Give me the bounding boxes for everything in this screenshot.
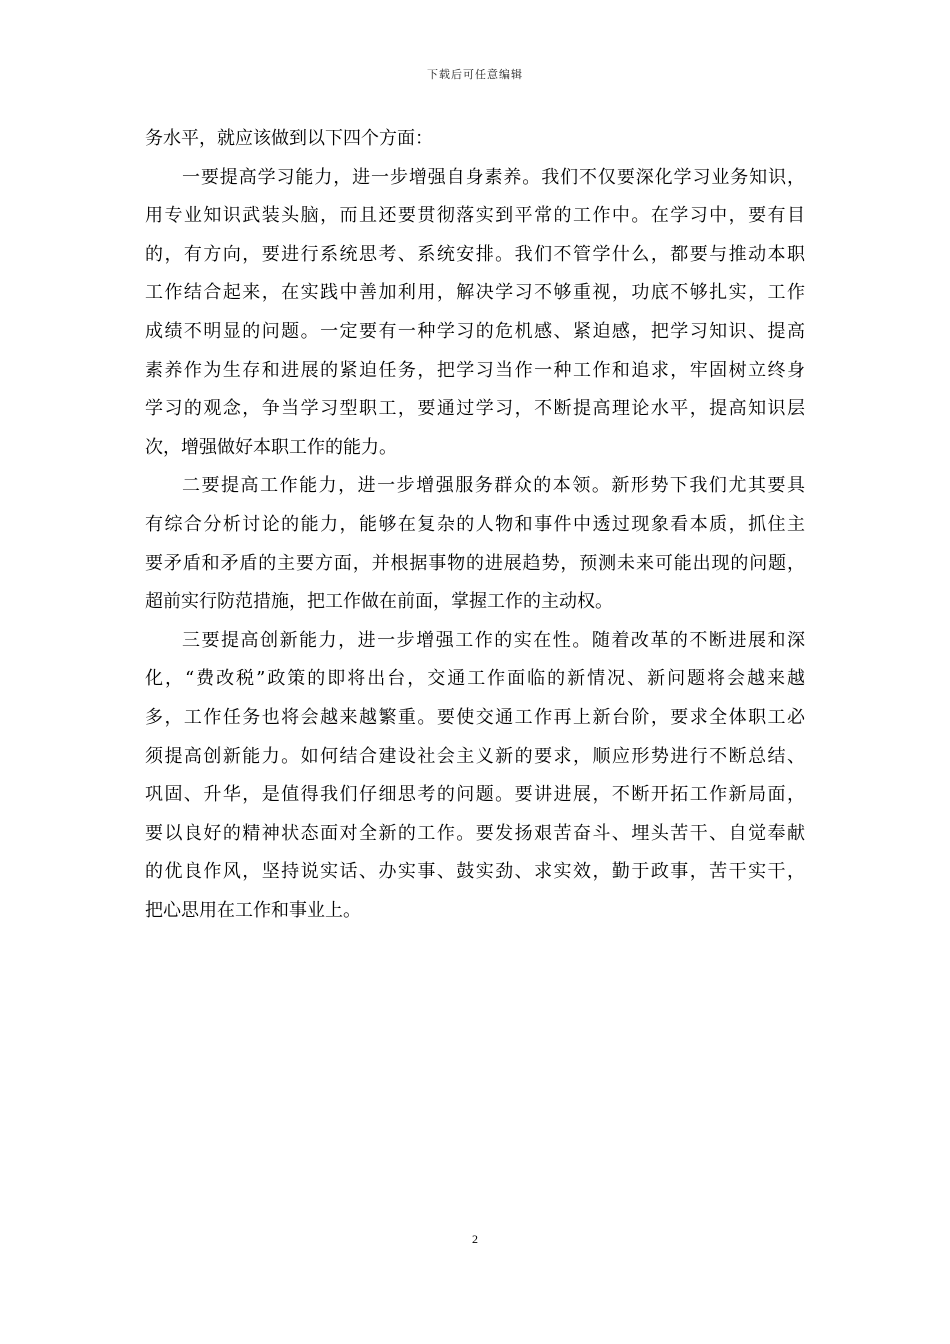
body-text-line: 巩固、升华，是值得我们仔细思考的问题。要讲进展，不断开拓工作新局面， — [145, 784, 805, 806]
body-text-line: 学习的观念，争当学习型职工，要通过学习，不断提高理论水平，提高知识层 — [145, 398, 805, 420]
body-text-line: 次，增强做好本职工作的能力。 — [145, 436, 397, 458]
body-text-line: 有综合分析讨论的能力，能够在复杂的人物和事件中透过现象看本质，抓住主 — [145, 513, 805, 535]
body-text-line: 用专业知识武装头脑，而且还要贯彻落实到平常的工作中。在学习中，要有目 — [145, 205, 805, 227]
body-text-line: 的优良作风，坚持说实话、办实事、鼓实劲、求实效，勤于政事，苦干实干， — [145, 861, 805, 883]
page-header: 下载后可任意编辑 — [427, 68, 523, 81]
body-text-line: 一要提高学习能力，进一步增强自身素养。我们不仅要深化学习业务知识， — [182, 166, 805, 188]
body-text-line: 工作结合起来，在实践中善加利用，解决学习不够重视，功底不够扎实，工作 — [145, 282, 805, 304]
body-text-line: 化，“费改税”政策的即将出台，交通工作面临的新情况、新问题将会越来越 — [145, 668, 805, 690]
body-text-line: 二要提高工作能力，进一步增强服务群众的本领。新形势下我们尤其要具 — [182, 475, 805, 497]
body-text-line: 的，有方向，要进行系统思考、系统安排。我们不管学什么，都要与推动本职 — [145, 243, 805, 265]
body-text-line: 三要提高创新能力，进一步增强工作的实在性。随着改革的不断进展和深 — [182, 629, 805, 651]
body-text-line: 把心思用在工作和事业上。 — [145, 899, 361, 921]
body-text-line: 要矛盾和矛盾的主要方面，并根据事物的进展趋势，预测未来可能出现的问题， — [145, 552, 805, 574]
page-number: 2 — [472, 1232, 478, 1246]
document-body — [145, 120, 805, 930]
body-text-line: 须提高创新能力。如何结合建设社会主义新的要求，顺应形势进行不断总结、 — [145, 745, 805, 767]
body-text-line: 素养作为生存和进展的紧迫任务，把学习当作一种工作和追求，牢固树立终身 — [145, 359, 805, 381]
body-text-line: 务水平，就应该做到以下四个方面： — [145, 128, 433, 149]
body-text-line: 多，工作任务也将会越来越繁重。要使交通工作再上新台阶，要求全体职工必 — [145, 706, 805, 728]
body-text-line: 成绩不明显的问题。一定要有一种学习的危机感、紧迫感，把学习知识、提高 — [145, 320, 805, 342]
body-text-line: 要以良好的精神状态面对全新的工作。要发扬艰苦奋斗、埋头苦干、自觉奉献 — [145, 822, 805, 844]
body-text-line: 超前实行防范措施，把工作做在前面，掌握工作的主动权。 — [145, 591, 613, 613]
